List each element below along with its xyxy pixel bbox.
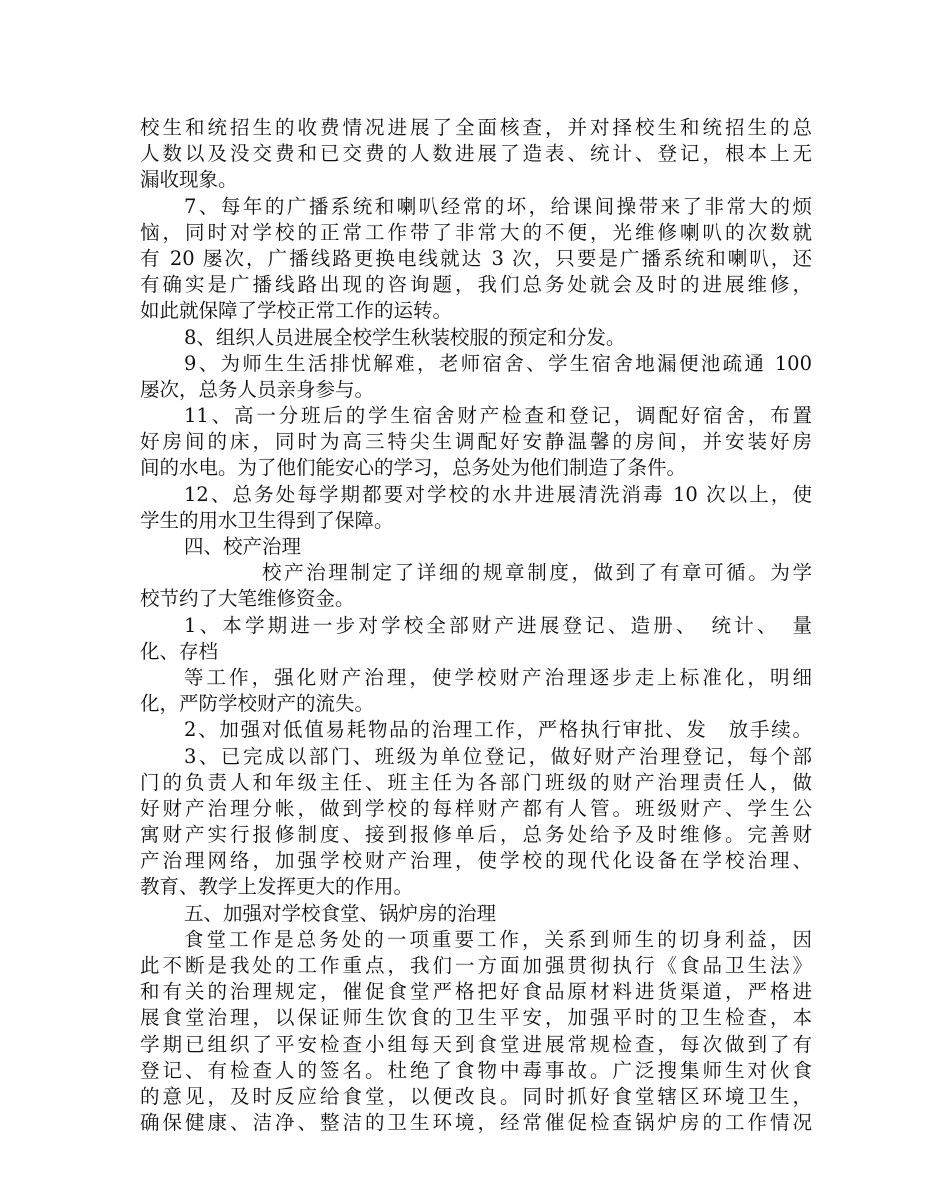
text-line: 寓财产实行报修制度、接到报修单后，总务处给予及时维修。完善财	[140, 823, 812, 847]
text-line: 3、已完成以部门、班级为单位登记，做好财产治理登记，每个部	[184, 744, 812, 768]
document-page	[140, 115, 812, 1136]
text-line: 此不断是我处的工作重点，我们一方面加强贯彻执行《食品卫生法》	[140, 954, 812, 977]
text-line: 食堂工作是总务处的一项重要工作，关系到师生的切身利益，因	[184, 927, 812, 951]
text-line: 1、本学期进一步对学校全部财产进展登记、造册、 统计、 量	[184, 613, 812, 637]
text-line: 等工作，强化财产治理，使学校财产治理逐步走上标准化，明细	[184, 665, 812, 689]
text-line: 8、组织人员进展全校学生秋装校服的预定和分发。	[184, 325, 626, 349]
text-line: 恼，同时对学校的正常工作带了非常大的不便，光维修喇叭的次数就	[140, 220, 812, 244]
text-line: 确保健康、洁净、整洁的卫生环境，经常催促检查锅炉房的工作情况	[140, 1111, 812, 1135]
text-line: 人数以及没交费和已交费的人数进展了造表、统计、登记，根本上无	[140, 142, 812, 166]
text-line: 12、总务处每学期都要对学校的水井进展清洗消毒 10 次以上，使	[184, 482, 812, 506]
text-line: 好房间的床，同时为高三特尖生调配好安静温馨的房间，并安装好房	[140, 430, 812, 454]
text-line: 学生的用水卫生得到了保障。	[140, 508, 394, 532]
text-line: 2、加强对低值易耗物品的治理工作，严格执行审批、发 放手续。	[184, 718, 812, 742]
text-line: 如此就保障了学校正常工作的运转。	[140, 299, 453, 323]
text-line: 有 20 屡次，广播线路更换电线就达 3 次，只要是广播系统和喇叭，还	[140, 246, 812, 270]
text-line: 屡次，总务人员亲身参与。	[140, 377, 375, 401]
text-line: 间的水电。为了他们能安心的学习，总务处为他们制造了条件。	[140, 456, 687, 480]
text-line: 门的负责人和年级主任、班主任为各部门班级的财产治理责任人，做	[140, 770, 812, 794]
text-line: 和有关的治理规定，催促食堂严格把好食品原材料进货渠道，严格进	[140, 980, 812, 1004]
text-line: 教育、教学上发挥更大的作用。	[140, 875, 414, 899]
text-line: 的意见，及时反应给食堂，以便改良。同时抓好食堂辖区环境卫生，	[140, 1084, 812, 1108]
text-line: 校节约了大笔维修资金。	[140, 587, 355, 611]
text-line: 9、为师生生活排忧解难，老师宿舍、学生宿舍地漏便池疏通 100	[184, 351, 812, 375]
text-line: 四、校产治理	[184, 535, 302, 558]
text-line: 产治理网络，加强学校财产治理，使学校的现代化设备在学校治理、	[140, 849, 812, 873]
text-line: 登记、有检查人的签名。杜绝了食物中毒事故。广泛搜集师生对伙食	[140, 1058, 812, 1082]
text-line: 展食堂治理，以保证师生饮食的卫生平安，加强平时的卫生检查，本	[140, 1006, 812, 1030]
text-line: 好财产治理分帐，做到学校的每样财产都有人管。班级财产、学生公	[140, 796, 812, 820]
text-line: 7、每年的广播系统和喇叭经常的坏，给课间操带来了非常大的烦	[184, 194, 812, 218]
text-line: 漏收现象。	[140, 168, 238, 192]
text-line: 学期已组织了平安检查小组每天到食堂进展常规检查，每次做到了有	[140, 1032, 812, 1056]
text-line: 11、高一分班后的学生宿舍财产检查和登记，调配好宿舍，布置	[184, 404, 812, 428]
text-line: 校产治理制定了详细的规章制度，做到了有章可循。为学	[262, 561, 812, 585]
text-line: 化，严防学校财产的流失。	[140, 692, 375, 716]
text-line: 化、存档	[140, 639, 219, 663]
text-line: 有确实是广播线路出现的咨询题，我们总务处就会及时的进展维修，	[140, 273, 812, 297]
text-line: 校生和统招生的收费情况进展了全面核查，并对择校生和统招生的总	[140, 116, 812, 139]
text-line: 五、加强对学校食堂、锅炉房的治理	[184, 901, 497, 925]
